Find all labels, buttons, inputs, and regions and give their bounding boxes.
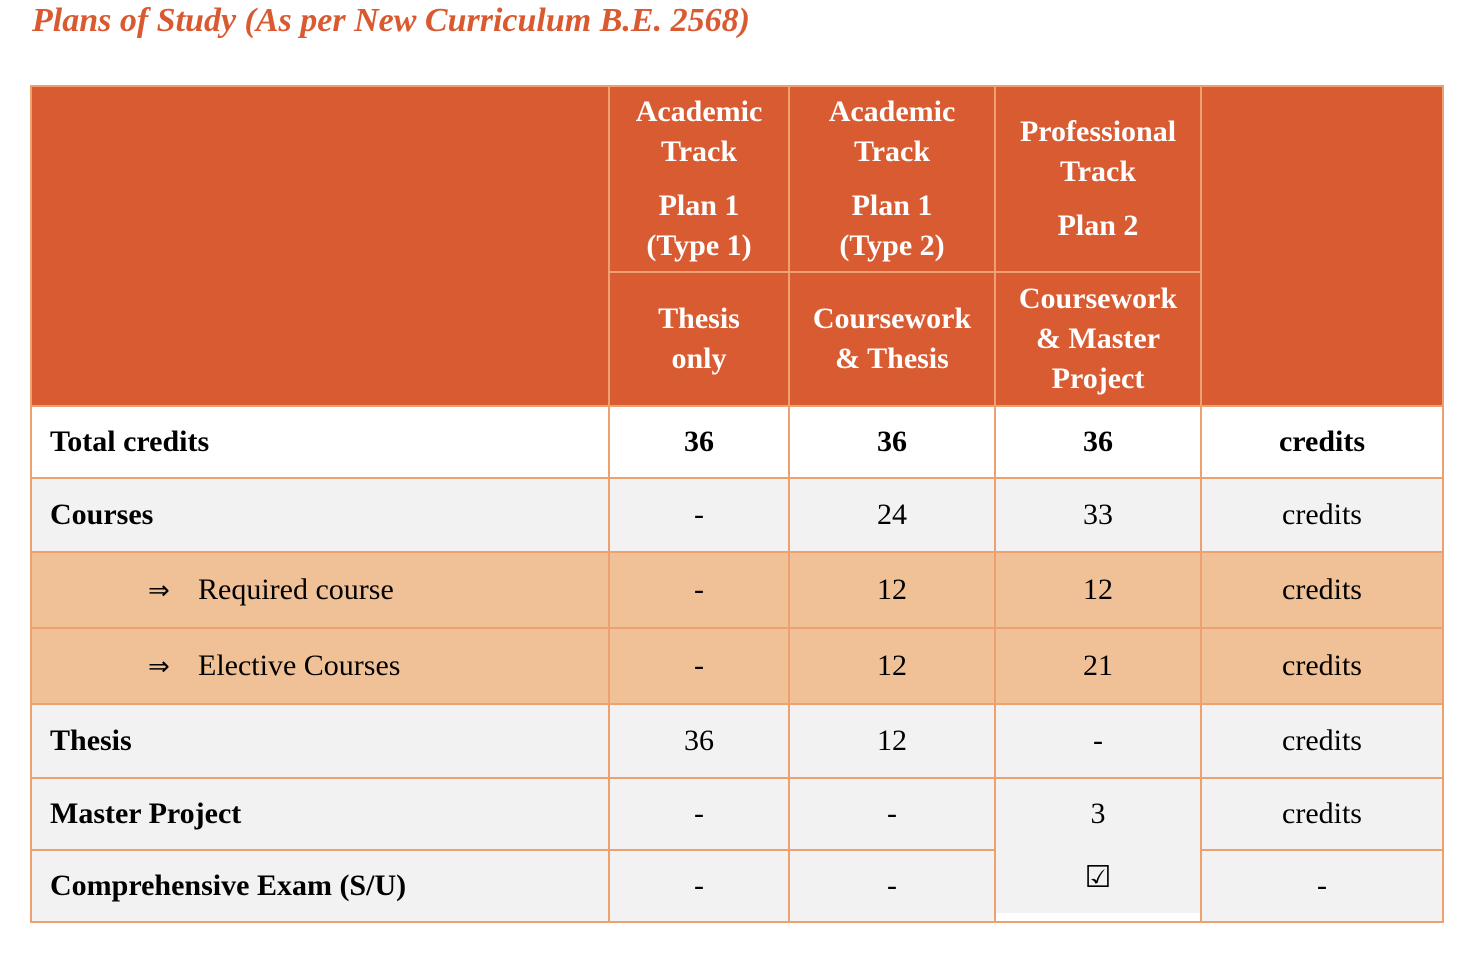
row-value: 36 (609, 704, 789, 778)
header-type-line: Coursework (812, 302, 972, 335)
header-track-line: Track (853, 135, 931, 168)
header-plan-cell (995, 86, 1201, 272)
row-label-text: Elective Courses (198, 648, 401, 682)
row-value: - (789, 850, 995, 922)
row-value: - (995, 704, 1201, 778)
plans-of-study-table (30, 85, 1444, 923)
row-value: - (609, 778, 789, 850)
header-track-line: Academic (635, 95, 763, 128)
row-label (31, 628, 609, 704)
header-track-line: Professional (1019, 115, 1177, 148)
header-blank-right (1201, 86, 1443, 406)
row-label-text: Required course (198, 572, 394, 606)
header-track-line: Track (1059, 155, 1137, 188)
page-title: Plans of Study (As per New Curriculum B.E. 2568) (32, 2, 750, 39)
table-body (31, 406, 1443, 922)
row-value: 33 (995, 478, 1201, 552)
header-blank-left (31, 86, 609, 406)
header-track-line: Track (660, 135, 738, 168)
row-label: Courses (31, 478, 609, 552)
header-type-line: Project (1051, 362, 1145, 395)
row-value: 3 (995, 778, 1201, 850)
header-type-line: & Thesis (835, 342, 949, 375)
row-label: Thesis (31, 704, 609, 778)
header-plan-line: Plan 1 (658, 189, 740, 222)
row-value: 12 (789, 628, 995, 704)
row-value: - (609, 850, 789, 922)
header-plan-line: (Type 1) (646, 229, 752, 262)
row-value: 24 (789, 478, 995, 552)
row-label (31, 552, 609, 628)
row-value: - (789, 778, 995, 850)
header-plan-line: Plan 1 (851, 189, 933, 222)
table-row (31, 704, 1443, 778)
table-header (31, 86, 1443, 406)
table-row (31, 850, 1443, 922)
row-unit: credits (1201, 704, 1443, 778)
header-plan-line: (Type 2) (839, 229, 945, 262)
row-unit: credits (1201, 406, 1443, 478)
header-type-line: only (671, 342, 727, 375)
header-type-cell (609, 272, 789, 406)
header-plan-cell (789, 86, 995, 272)
header-plan-cell (609, 86, 789, 272)
row-value: 36 (609, 406, 789, 478)
row-unit: - (1201, 850, 1443, 922)
table-row (31, 778, 1443, 850)
header-type-line: Coursework (1018, 282, 1178, 315)
row-value: - (609, 628, 789, 704)
row-value: - (609, 478, 789, 552)
row-value: 12 (789, 704, 995, 778)
arrow-right-icon: ⇒ (148, 575, 170, 606)
row-unit: credits (1201, 552, 1443, 628)
row-unit: credits (1201, 778, 1443, 850)
row-unit: credits (1201, 628, 1443, 704)
row-label: Master Project (31, 778, 609, 850)
header-track-line: Academic (828, 95, 956, 128)
arrow-right-icon: ⇒ (148, 651, 170, 682)
checkbox-checked-icon: ☑ (995, 842, 1201, 914)
row-label: Comprehensive Exam (S/U) (31, 850, 609, 922)
table-row (31, 552, 1443, 628)
header-type-line: & Master (1035, 322, 1161, 355)
row-value: 12 (789, 552, 995, 628)
row-value: 36 (789, 406, 995, 478)
header-type-line: Thesis (658, 302, 740, 335)
row-value: - (609, 552, 789, 628)
row-value: 12 (995, 552, 1201, 628)
row-unit: credits (1201, 478, 1443, 552)
header-type-cell (789, 272, 995, 406)
header-plan-line: Plan 2 (1057, 209, 1139, 242)
row-value: 36 (995, 406, 1201, 478)
table-row (31, 628, 1443, 704)
table-row (31, 406, 1443, 478)
row-label: Total credits (31, 406, 609, 478)
header-type-cell (995, 272, 1201, 406)
table-row (31, 478, 1443, 552)
row-value: 21 (995, 628, 1201, 704)
